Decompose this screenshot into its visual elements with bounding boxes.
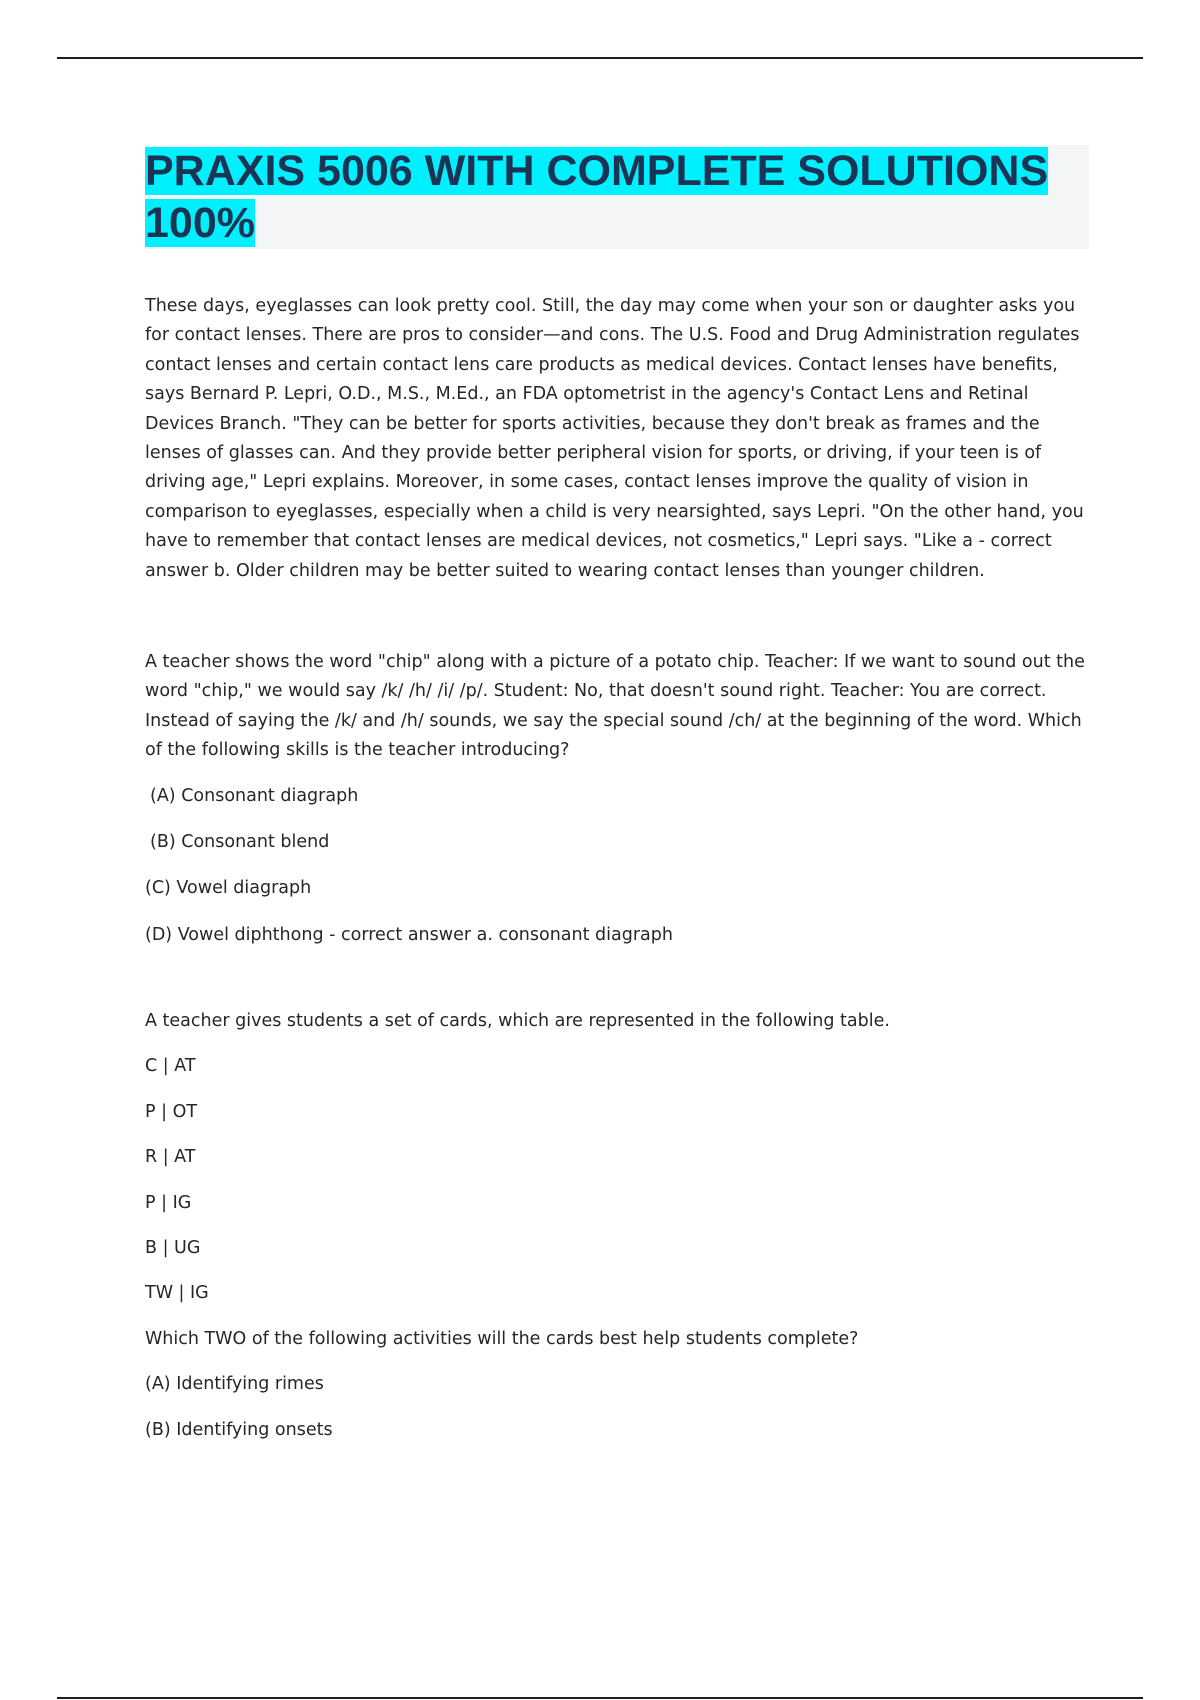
card-item: TW | IG — [145, 1283, 209, 1304]
option-d: (D) Vowel diphthong - correct answer a. consonant diagraph — [145, 924, 673, 945]
question-1-prompt: A teacher shows the word "chip" along with a picture of a potato chip. Teacher: If we want to sound out the word "chip," we would say /k/ /h/ /i/ /p/. Student: No, that doesn't sound right. Teacher: You are correct. Instead of saying the /k/ and /h/ sounds, we say the special sound /ch/ at the beginning of the word. Which of the following skills is the teacher introducing? — [145, 652, 1085, 761]
question-2-question: Which TWO of the following activities will the cards best help students complete? — [145, 1328, 859, 1349]
title-block — [145, 145, 1089, 249]
question-1-options — [145, 782, 1085, 951]
card-item: P | IG — [145, 1192, 192, 1213]
card-list — [145, 1052, 1085, 1308]
card-item: C | AT — [145, 1056, 196, 1077]
option-a: (A) Consonant diagraph — [150, 785, 359, 806]
question-2-options — [145, 1370, 1085, 1445]
option-a: (A) Identifying rimes — [145, 1374, 324, 1395]
intro-paragraph: These days, eyeglasses can look pretty cool. Still, the day may come when your son or daughter asks you for contact lenses. There are pros to consider—and cons. The U.S. Food and Drug Administration regulates contact lenses and certain contact lens care products as medical devices. Contact lenses have benefits, says Bernard P. Lepri, O.D., M.S., M.Ed., an FDA optometrist in the agency's Contact Lens and Retinal Devices Branch. "They can be better for sports activities, because they don't break as frames and the lenses of glasses can. And they provide better peripheral vision for sports, or driving, if your teen is of driving age," Lepri explains. Moreover, in some cases, contact lenses improve the quality of vision in comparison to eyeglasses, especially when a child is very nearsighted, says Lepri. "On the other hand, you have to remember that contact lenses are medical devices, not cosmetics," Lepri says. "Like a - correct answer b. Older children may be better suited to wearing contact lenses than younger children. — [145, 296, 1084, 581]
question-1 — [145, 648, 1085, 950]
question-2 — [145, 1007, 1085, 1445]
card-item: R | AT — [145, 1147, 196, 1168]
intro-section — [145, 292, 1085, 586]
card-item: B | UG — [145, 1238, 201, 1259]
option-b: (B) Identifying onsets — [145, 1419, 333, 1440]
option-b: (B) Consonant blend — [150, 832, 330, 853]
footer-rule — [57, 1697, 1143, 1699]
document-title: PRAXIS 5006 WITH COMPLETE SOLUTIONS 100% — [145, 147, 1049, 247]
question-2-prompt: A teacher gives students a set of cards, which are represented in the following table. — [145, 1011, 890, 1031]
header-rule — [57, 57, 1143, 59]
card-item: P | OT — [145, 1101, 198, 1122]
option-c: (C) Vowel diagraph — [145, 878, 312, 899]
